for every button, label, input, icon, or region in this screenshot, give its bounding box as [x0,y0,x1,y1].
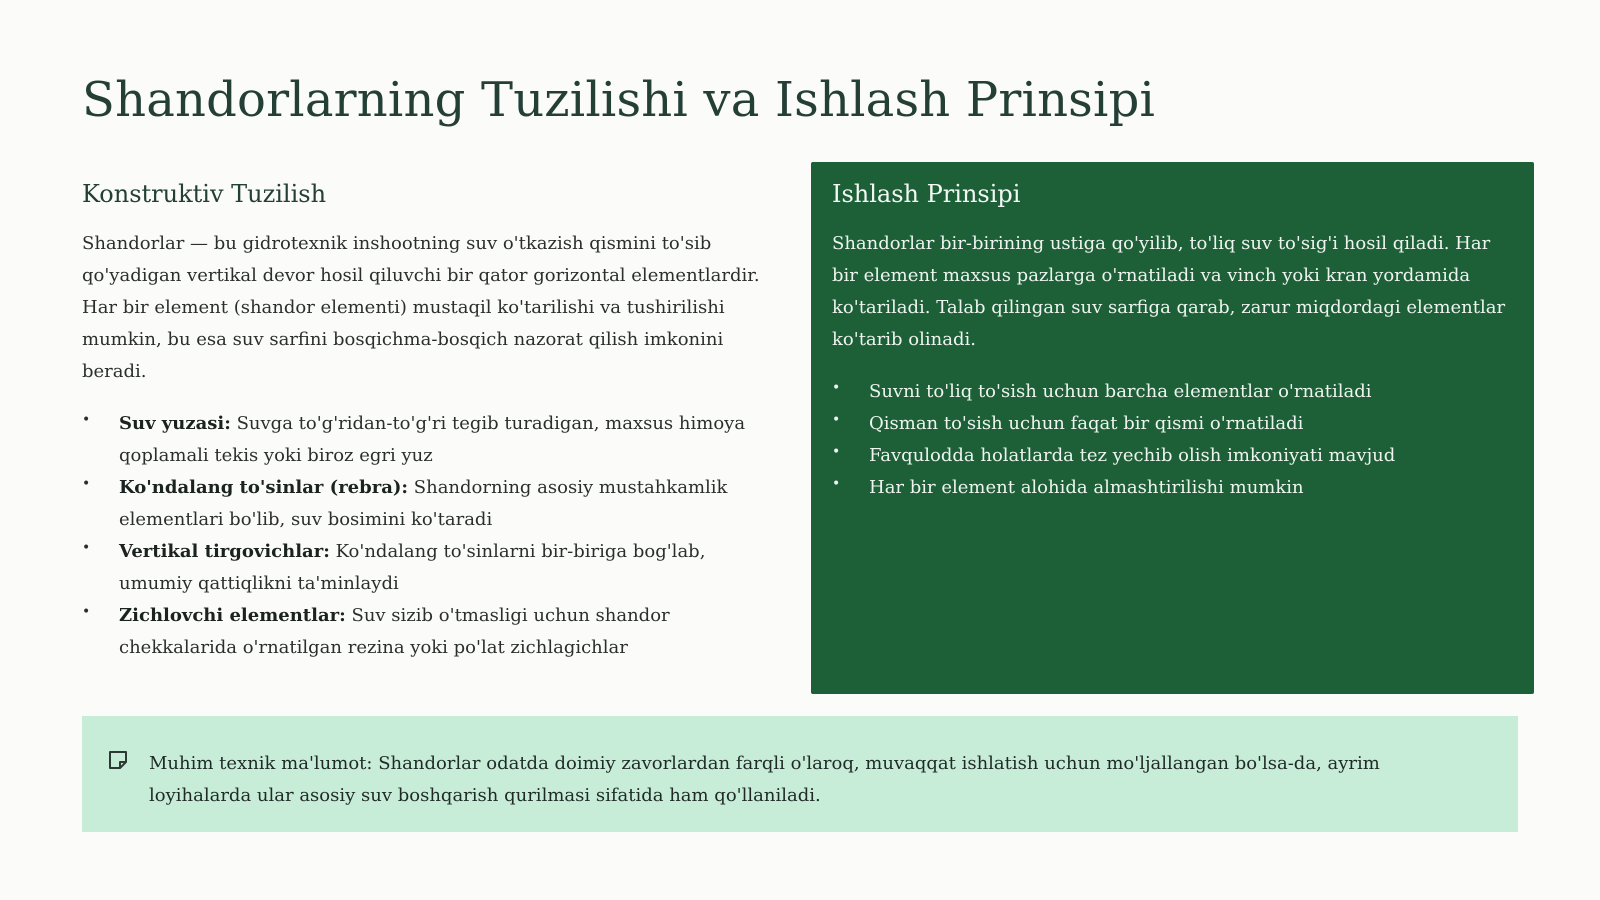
bullet-dot-icon: • [82,476,91,492]
bullet-text: Ko'ndalang to'sinlarni bir-biriga bog'lab, umumiy qattiqlikni ta'minlaydi [119,541,706,594]
bullet-text: Suvga to'g'ridan-to'g'ri tegib turadigan, maxsus himoya qoplamali tekis yoki biroz egri yuz [119,413,746,466]
note-icon [107,749,129,771]
bullet-item [82,408,782,472]
bullet-item [82,600,782,664]
bullet-item [82,536,782,600]
principle-panel [811,162,1534,694]
bullet-text: Har bir element alohida almashtirilishi mumkin [869,477,1304,498]
bullet-text: Suv sizib o'tmasligi uchun shandor chekkalarida o'rnatilgan rezina yoki po'lat zichlagichlar [119,605,670,658]
slide-title: Shandorlarning Tuzilishi va Ishlash Prinsipi [82,72,1156,128]
bullet-text: Shandorning asosiy mustahkamlik elementlari bo'lib, suv bosimini ko'taradi [119,477,728,530]
bullet-item [832,472,1514,504]
bullet-text: Favqulodda holatlarda tez yechib olish imkoniyati mavjud [869,445,1396,466]
bullet-dot-icon: • [82,540,91,556]
bullet-dot-icon: • [82,604,91,620]
bullet-item [832,376,1514,408]
bullet-dot-icon: • [832,380,841,396]
bullet-dot-icon: • [832,444,841,460]
bullet-term: Vertikal tirgovichlar: [119,541,330,562]
callout-text: Muhim texnik ma'lumot: Shandorlar odatda doimiy zavorlardan farqli o'laroq, muvaqqat ishlatish uchun mo'ljallangan bo'lsa-da, ayrim loyihalarda ular asosiy suv boshqarish qurilmasi sifatida ham qo'llaniladi. [149,753,1380,806]
bullet-text: Suvni to'liq to'sish uchun barcha elementlar o'rnatiladi [869,381,1372,402]
bullet-dot-icon: • [82,412,91,428]
principle-heading: Ishlash Prinsipi [832,180,1021,208]
bullet-dot-icon: • [832,476,841,492]
bullet-item [82,472,782,536]
principle-paragraph: Shandorlar bir-birining ustiga qo'yilib, to'liq suv to'sig'i hosil qiladi. Har bir element maxsus pazlarga o'rnatiladi va vinch yoki kran yordamida ko'tariladi. Talab qilingan suv sarfiga qarab, zarur miqdordagi elementlar ko'tarib olinadi. [832,233,1506,350]
construction-section [82,180,782,664]
construction-bullet-list [82,408,782,664]
construction-paragraph: Shandorlar — bu gidrotexnik inshootning suv o'tkazish qismini to'sib qo'yadigan vertikal devor hosil qiluvchi bir qator gorizontal elementlardir. Har bir element (shandor elementi) mustaqil ko'tarilishi va tushirilishi mumkin, bu esa suv sarfini bosqichma-bosqich nazorat qilish imkonini beradi. [82,233,760,382]
bullet-term: Zichlovchi elementlar: [119,605,346,626]
bullet-item [832,440,1514,472]
bullet-text: Qisman to'sish uchun faqat bir qismi o'rnatiladi [869,413,1304,434]
bullet-dot-icon: • [832,412,841,428]
bullet-term: Suv yuzasi: [119,413,231,434]
bullet-term: Ko'ndalang to'sinlar (rebra): [119,477,409,498]
principle-bullet-list [832,376,1514,504]
info-callout [82,716,1518,832]
bullet-item [832,408,1514,440]
construction-heading: Konstruktiv Tuzilish [82,180,327,208]
